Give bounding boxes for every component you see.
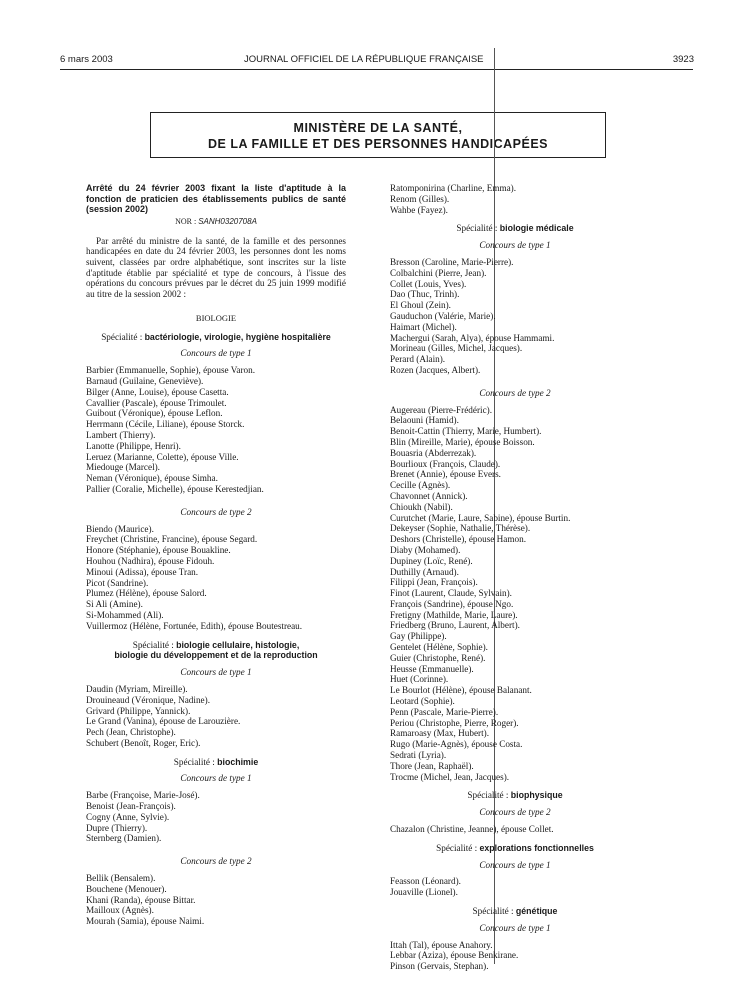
list-item: Collet (Louis, Yves).	[390, 278, 467, 289]
list-item: Dupre (Thierry).	[86, 822, 148, 833]
list-item: Fretigny (Mathilde, Marie, Laure).	[390, 609, 518, 620]
list-item: Benoit-Cattin (Thierry, Marie, Humbert).	[390, 426, 542, 437]
name-list	[390, 824, 640, 835]
list-item: Bilger (Anne, Louise), épouse Casetta.	[86, 386, 229, 397]
list-item: Brenet (Annie), épouse Evers.	[390, 469, 501, 480]
list-item: Lambert (Thierry).	[86, 429, 156, 440]
list-item: Trocme (Michel, Jean, Jacques).	[390, 771, 510, 782]
list-item: Jouaville (Lionel).	[390, 887, 458, 898]
list-item: Dekeyser (Sophie, Nathalie, Thérèse).	[390, 523, 531, 534]
list-item: Biendo (Maurice).	[86, 523, 154, 534]
nor-code: SANH0320708A	[198, 216, 257, 226]
name-list	[390, 183, 640, 215]
column-right	[390, 183, 640, 972]
specialty-heading	[86, 757, 346, 768]
list-item: Wahbe (Fayez).	[390, 204, 448, 215]
list-item: Curutchet (Marie, Laure, Sabine), épouse Burtin.	[390, 512, 571, 523]
list-item: Sedrati (Lyria).	[390, 750, 447, 761]
specialty-prefix: Spécialité :	[436, 842, 478, 853]
specialty-heading	[86, 640, 346, 662]
intro-paragraph: Par arrêté du ministre de la santé, de la famille et des personnes handicapées en date du 24 février 2003, les personnes dont les noms suivent, classées par ordre alphabétique, sont inscrites sur la liste d'aptitude établie par spécialité et type de concours, à l'issue des opérations du concours prévues par le décret du 25 juin 1999 modifié au titre de la session 2002 :	[86, 235, 346, 300]
list-item: Bouasria (Abderrezak).	[390, 447, 477, 458]
list-item: Mourah (Samia), épouse Naimi.	[86, 916, 205, 927]
page-header	[0, 54, 750, 68]
list-item: Guibout (Véronique), épouse Leflon.	[86, 408, 223, 419]
specialty-name: génétique	[515, 906, 558, 917]
concours-type-label: Concours de type 2	[180, 856, 252, 867]
list-item: Schubert (Benoît, Roger, Eric).	[86, 737, 201, 748]
list-item: Miedouge (Marcel).	[86, 462, 160, 473]
list-item: Friedberg (Bruno, Laurent, Albert).	[390, 620, 520, 631]
list-item: Daudin (Myriam, Mireille).	[86, 683, 188, 694]
specialty-name: biologie médicale	[499, 223, 574, 234]
ministry-line-2: DE LA FAMILLE ET DES PERSONNES HANDICAPÉES	[207, 137, 549, 151]
specialty-heading	[390, 790, 640, 801]
specialty-name: biochimie	[217, 756, 259, 767]
name-list	[86, 684, 346, 749]
page-number: 3923	[672, 54, 694, 65]
list-item: Feasson (Léonard).	[390, 876, 461, 887]
list-item: Deshors (Christelle), épouse Hamon.	[390, 534, 526, 545]
list-item: Gay (Philippe).	[390, 631, 447, 642]
list-item: Houhou (Nadhira), épouse Fidouh.	[86, 555, 215, 566]
list-item: Rozen (Jacques, Albert).	[390, 364, 481, 375]
list-item: François (Sandrine), épouse Ngo.	[390, 598, 514, 609]
list-item: Heusse (Emmanuelle).	[390, 663, 474, 674]
header-rule	[60, 69, 693, 70]
list-item: Si Ali (Amine).	[86, 599, 143, 610]
journal-title: JOURNAL OFFICIEL DE LA RÉPUBLIQUE FRANÇAISE	[244, 54, 484, 65]
list-item: Thore (Jean, Raphaël).	[390, 760, 474, 771]
concours-type-label: Concours de type 1	[180, 773, 252, 784]
issue-date: 6 mars 2003	[60, 54, 113, 65]
list-item: Belaouni (Hamid).	[390, 415, 459, 426]
section-heading: BIOLOGIE	[195, 312, 237, 323]
list-item: Gauduchon (Valérie, Marie).	[390, 310, 496, 321]
name-list	[390, 257, 640, 376]
list-item: Bouchene (Menouer).	[86, 883, 167, 894]
list-item: Barnaud (Guilaine, Geneviève).	[86, 375, 204, 386]
list-item: Bresson (Caroline, Marie-Pierre).	[390, 256, 514, 267]
list-item: Chioukh (Nabil).	[390, 501, 453, 512]
name-list	[86, 524, 346, 632]
specialty-heading	[390, 223, 640, 234]
concours-type-label: Concours de type 1	[479, 859, 551, 870]
concours-type-label: Concours de type 2	[479, 387, 551, 398]
concours-type-label: Concours de type 1	[180, 348, 252, 359]
name-list	[390, 876, 640, 898]
list-item: Pinson (Gervais, Stephan).	[390, 961, 489, 972]
list-item: Mailloux (Agnès).	[86, 905, 154, 916]
specialty-name: biologie cellulaire, histologie,	[176, 639, 300, 650]
list-item: Duthilly (Arnaud).	[390, 566, 459, 577]
article-title: Arrêté du 24 février 2003 fixant la liste d'aptitude à la fonction de praticien des établissements publics de santé (session 2002)	[86, 183, 346, 215]
list-item: Augereau (Pierre-Frédéric).	[390, 404, 493, 415]
list-item: Guier (Christophe, René).	[390, 652, 486, 663]
list-item: Benoist (Jean-François).	[86, 801, 176, 812]
name-list	[390, 940, 640, 972]
list-item: Periou (Christophe, Pierre, Roger).	[390, 717, 519, 728]
list-item: Rugo (Marie-Agnès), épouse Costa.	[390, 739, 523, 750]
list-item: Haimart (Michel).	[390, 321, 457, 332]
list-item: Huet (Corinne).	[390, 674, 449, 685]
list-item: Lanotte (Philippe, Henri).	[86, 440, 181, 451]
list-item: Freychet (Christine, Francine), épouse Segard.	[86, 534, 258, 545]
list-item: Finot (Laurent, Claude, Sylvain).	[390, 588, 512, 599]
specialty-prefix: Spécialité :	[467, 790, 509, 801]
list-item: Le Grand (Vanina), épouse de Larouzière.	[86, 716, 241, 727]
specialty-prefix: Spécialité :	[456, 223, 498, 234]
list-item: Gentelet (Hélène, Sophie).	[390, 642, 488, 653]
list-item: Machergui (Sarah, Alya), épouse Hammami.	[390, 332, 555, 343]
list-item: Barbe (Françoise, Marie-José).	[86, 790, 200, 801]
specialty-heading	[86, 332, 346, 343]
list-item: Pallier (Coralie, Michelle), épouse Kerestedjian.	[86, 483, 264, 494]
concours-type-label: Concours de type 1	[479, 922, 551, 933]
list-item: Bourlioux (François, Claude).	[390, 458, 501, 469]
list-item: Le Bourlot (Hélène), épouse Balanant.	[390, 685, 532, 696]
column-left	[86, 183, 346, 927]
specialty-prefix: Spécialité :	[132, 639, 174, 650]
specialty-name-continued: biologie du développement et de la reproduction	[114, 650, 318, 661]
list-item: Leruez (Marianne, Colette), épouse Ville.	[86, 451, 239, 462]
list-item: Lebbar (Aziza), épouse Benkirane.	[390, 950, 519, 961]
list-item: Colbalchini (Pierre, Jean).	[390, 267, 487, 278]
list-item: Cecille (Agnès).	[390, 480, 451, 491]
list-item: Ramaroasy (Max, Hubert).	[390, 728, 489, 739]
nor-reference	[86, 217, 346, 228]
list-item: Chazalon (Christine, Jeanne), épouse Collet.	[390, 824, 554, 835]
list-item: Drouineaud (Véronique, Nadine).	[86, 694, 210, 705]
list-item: Plumez (Hélène), épouse Salord.	[86, 588, 207, 599]
list-item: Cogny (Anne, Sylvie).	[86, 811, 170, 822]
specialty-name: explorations fonctionnelles	[479, 842, 594, 853]
concours-type-label: Concours de type 1	[180, 667, 252, 678]
list-item: Bellik (Bensalem).	[86, 873, 156, 884]
list-item: Perard (Alain).	[390, 354, 446, 365]
list-item: El Ghoul (Zein).	[390, 300, 451, 311]
specialty-name: bactériologie, virologie, hygiène hospitalière	[144, 331, 331, 342]
list-item: Ratomponirina (Charline, Emma).	[390, 183, 517, 193]
specialty-name: biophysique	[510, 790, 563, 801]
list-item: Diaby (Mohamed).	[390, 544, 461, 555]
name-list	[390, 405, 640, 783]
specialty-prefix: Spécialité :	[101, 331, 143, 342]
list-item: Morineau (Gilles, Michel, Jacques).	[390, 343, 523, 354]
list-item: Honore (Stéphanie), épouse Bouakline.	[86, 545, 231, 556]
list-item: Si-Mohammed (Ali).	[86, 609, 164, 620]
name-list	[86, 873, 346, 927]
list-item: Dupiney (Loïc, René).	[390, 555, 473, 566]
list-item: Herrmann (Cécile, Liliane), épouse Storck.	[86, 419, 245, 430]
list-item: Penn (Pascale, Marie-Pierre).	[390, 706, 499, 717]
specialty-heading	[390, 906, 640, 917]
list-item: Pech (Jean, Christophe).	[86, 727, 176, 738]
specialty-prefix: Spécialité :	[472, 906, 514, 917]
ministry-line-1: MINISTÈRE DE LA SANTÉ,	[293, 121, 463, 135]
ministry-box	[150, 112, 606, 158]
list-item: Grivard (Philippe, Yannick).	[86, 705, 191, 716]
list-item: Filippi (Jean, François).	[390, 577, 478, 588]
list-item: Khani (Randa), épouse Bittar.	[86, 894, 196, 905]
list-item: Sternberg (Damien).	[86, 833, 162, 844]
list-item: Neman (Véronique), épouse Simha.	[86, 473, 218, 484]
list-item: Renom (Gilles).	[390, 193, 450, 204]
list-item: Minoui (Adissa), épouse Tran.	[86, 566, 199, 577]
specialty-prefix: Spécialité :	[173, 756, 215, 767]
list-item: Picot (Sandrine).	[86, 577, 149, 588]
name-list	[86, 365, 346, 495]
list-item: Ittah (Tal), épouse Anahory.	[390, 939, 493, 950]
nor-label: NOR :	[175, 216, 197, 226]
list-item: Barbier (Emmanuelle, Sophie), épouse Varon.	[86, 365, 255, 376]
concours-type-label: Concours de type 2	[180, 506, 252, 517]
list-item: Leotard (Sophie).	[390, 696, 455, 707]
list-item: Vuillermoz (Hélène, Fortunée, Edith), épouse Boutestreau.	[86, 620, 303, 631]
name-list	[86, 790, 346, 844]
specialty-heading	[390, 843, 640, 854]
list-item: Cavallier (Pascale), épouse Trimoulet.	[86, 397, 227, 408]
list-item: Chavonnet (Annick).	[390, 490, 468, 501]
concours-type-label: Concours de type 2	[479, 807, 551, 818]
list-item: Dao (Thuc, Trinh).	[390, 289, 460, 300]
list-item: Blin (Mireille, Marie), épouse Boisson.	[390, 436, 535, 447]
concours-type-label: Concours de type 1	[479, 240, 551, 251]
